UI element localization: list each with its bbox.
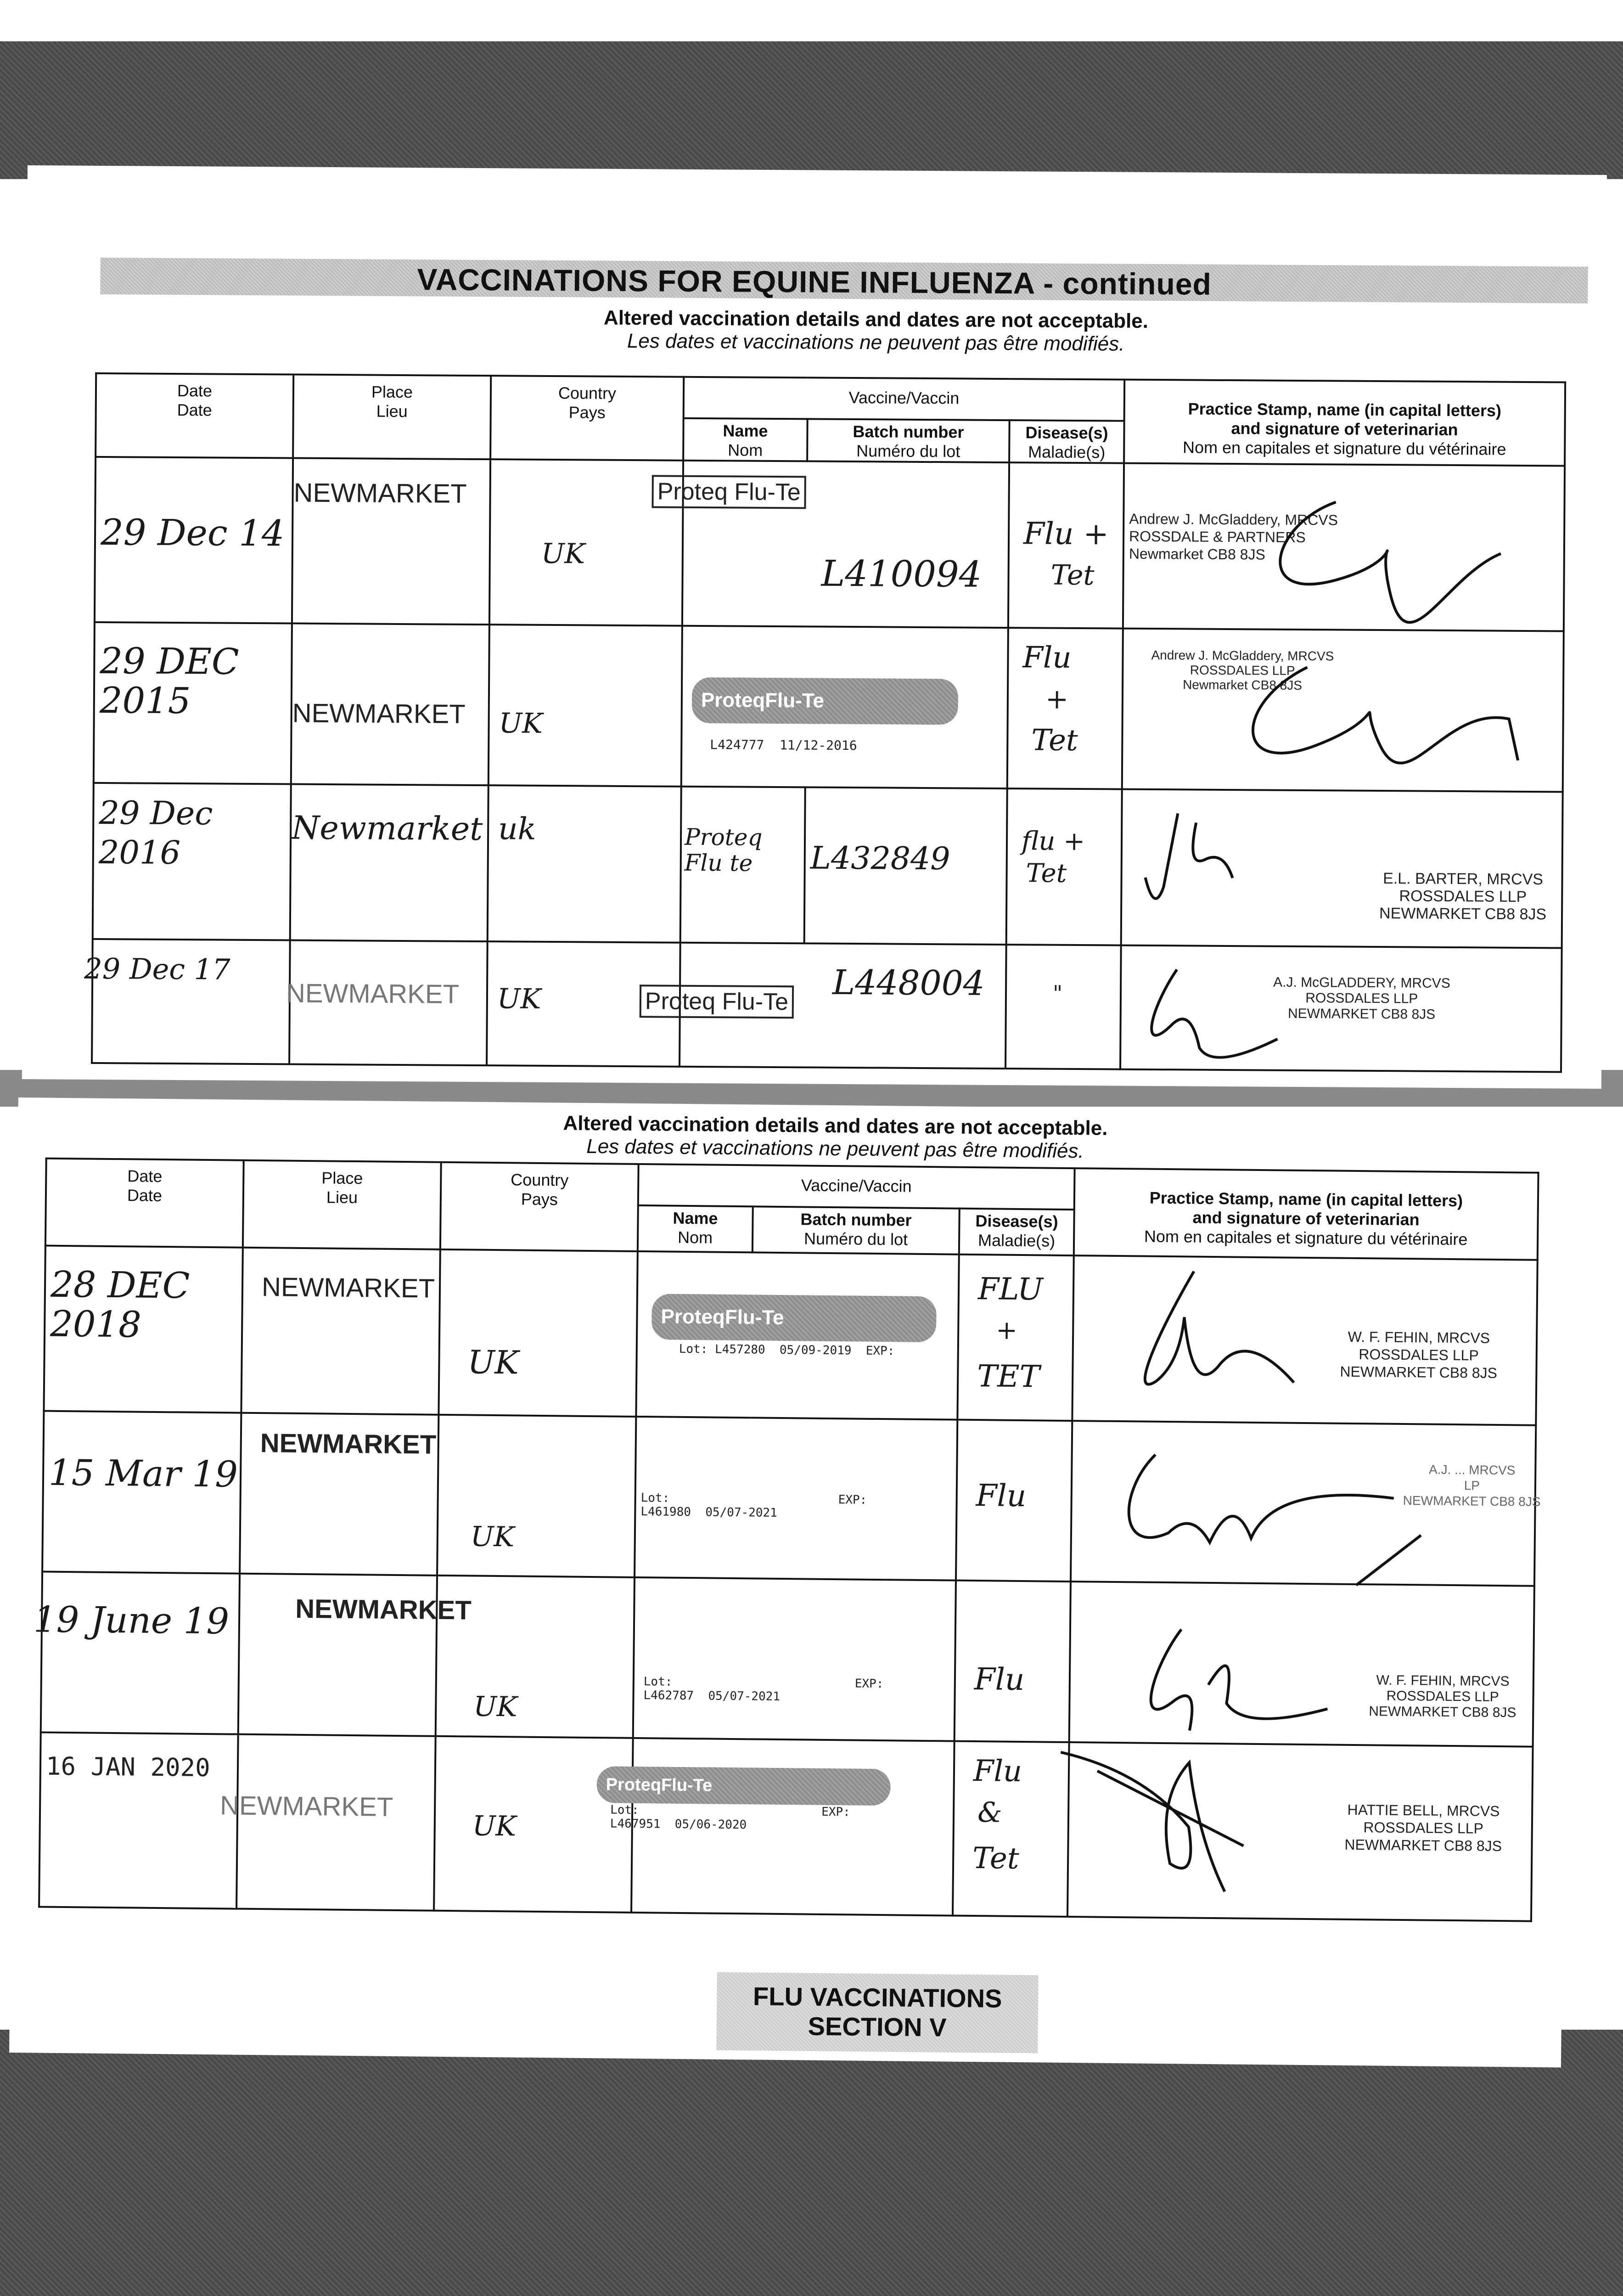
disease-value-2: Tet — [1026, 858, 1067, 889]
vet-stamp: Andrew J. McGladdery, MRCVS ROSSDALES LLP Newmarket CB8 8JS — [1151, 647, 1334, 692]
country-value: UK — [541, 537, 585, 570]
vaccine-name-stamp: Proteq Flu-Te — [651, 475, 806, 509]
warning-fr-lower: Les dates et vaccinations ne peuvent pas être modifiés. — [586, 1135, 1084, 1163]
vet-stamp: HATTIE BELL, MRCVS ROSSDALES LLP NEWMARKET CB8 8JS — [1344, 1801, 1502, 1855]
batch-value: L448004 — [832, 962, 985, 1003]
vet-stamp: W. F. FEHIN, MRCVS ROSSDALES LLP NEWMARKET CB8 8JS — [1340, 1328, 1498, 1381]
warning-en: Altered vaccination details and dates are not acceptable. — [603, 306, 1149, 332]
disease-value-3: Tet — [1031, 723, 1078, 758]
exp-label: EXP: — [838, 1493, 867, 1507]
disease-value: flu + — [1021, 826, 1085, 857]
vet-stamp: E.L. BARTER, MRCVS ROSSDALES LLP NEWMARKET CB8 8JS — [1379, 870, 1547, 923]
place-value: NEWMARKET — [260, 1428, 437, 1460]
signature — [1050, 1743, 1327, 1911]
disease-value: Flu — [1022, 641, 1072, 675]
signature — [1197, 483, 1520, 623]
header-batch: Batch number Numéro du lot — [753, 1206, 960, 1254]
country-value: UK — [499, 707, 543, 740]
header-place: Place Lieu — [293, 375, 491, 460]
date-value: 29 Dec 17 — [84, 951, 230, 986]
date-value: 19 June 19 — [33, 1599, 230, 1643]
disease-value: Flu — [974, 1661, 1025, 1698]
vet-stamp: Andrew J. McGladdery, MRCVS ROSSDALE & PARTNERS Newmarket CB8 8JS — [1129, 510, 1338, 563]
disease-value: Flu — [976, 1478, 1027, 1514]
vet-stamp: W. F. FEHIN, MRCVS ROSSDALES LLP NEWMARKET CB8 8JS — [1369, 1672, 1516, 1721]
lot-exp-line: Lot: L461980 05/07-2021 — [640, 1491, 777, 1520]
vaccine-label-sticker: ProteqFlu-Te — [651, 1294, 937, 1342]
lot-exp-line: L424777 11/12-2016 — [710, 737, 857, 754]
table-row — [41, 1572, 1534, 1747]
section-footer-label: FLU VACCINATIONS SECTION V — [716, 1972, 1039, 2054]
vaccination-table-upper — [84, 372, 1566, 1073]
lot-exp-line: Lot: L457280 05/09-2019 EXP: — [679, 1342, 895, 1358]
header-date: Date Date — [95, 373, 293, 458]
vaccine-label-sticker: ProteqFlu-Te — [692, 677, 959, 725]
batch-value: L432849 — [810, 840, 950, 878]
place-value: NEWMARKET — [261, 1272, 435, 1304]
date-value: 29 DEC 2015 — [99, 640, 239, 722]
header-country: Country Pays — [440, 1162, 639, 1251]
vet-stamp: A.J. McGLADDERY, MRCVS ROSSDALES LLP NEWMARKET CB8 8JS — [1273, 974, 1450, 1022]
vaccine-name-stamp: Proteq Flu-Te — [640, 985, 794, 1019]
disease-value: " — [1052, 980, 1063, 1006]
vaccine-name: Proteq Flu te — [684, 823, 763, 877]
place-value: NEWMARKET — [286, 978, 460, 1009]
table-row — [93, 783, 1563, 948]
signature — [1099, 1427, 1422, 1586]
place-value: NEWMARKET — [292, 698, 466, 729]
country-value: UK — [470, 1520, 515, 1553]
country-value: uk — [498, 811, 536, 847]
header-vaccine: Vaccine/Vaccin — [638, 1164, 1075, 1210]
table-row — [44, 1246, 1537, 1425]
table-row — [92, 939, 1562, 1072]
lot-exp-line: Lot: L462787 05/07-2021 — [643, 1675, 781, 1704]
disease-value-2: + — [1045, 683, 1069, 715]
date-value: 16 JAN 2020 — [45, 1751, 210, 1783]
table-row — [39, 1733, 1533, 1921]
header-name: Name Nom — [638, 1205, 753, 1252]
place-value: NEWMARKET — [295, 1593, 472, 1626]
country-value: UK — [497, 983, 541, 1015]
disease-value-2: Tet — [1050, 559, 1095, 592]
disease-value-2: + — [995, 1315, 1018, 1345]
exp-label: EXP: — [821, 1805, 850, 1819]
batch-value: L410094 — [821, 553, 982, 596]
vaccination-table-lower — [33, 1158, 1541, 1922]
disease-value: FLU — [977, 1271, 1044, 1307]
header-date: Date Date — [45, 1159, 244, 1248]
place-value: NEWMARKET — [219, 1790, 393, 1822]
warning-fr: Les dates et vaccinations ne peuvent pas être modifiés. — [627, 329, 1125, 355]
country-value: UK — [472, 1810, 517, 1843]
header-place: Place Lieu — [243, 1160, 441, 1249]
disease-value: Flu — [973, 1754, 1022, 1789]
place-value: Newmarket — [291, 809, 483, 848]
top-scan-band — [0, 41, 1623, 179]
page-title: VACCINATIONS FOR EQUINE INFLUENZA - continued — [417, 262, 1212, 301]
disease-value-3: Tet — [972, 1841, 1019, 1876]
lot-exp-line: Lot: L467951 05/06-2020 — [610, 1803, 747, 1832]
header-country: Country Pays — [490, 376, 684, 461]
header-practice: Practice Stamp, name (in capital letters) and signature of veterinarian Nom en capitales et signature du vétérinaire — [1074, 1168, 1539, 1260]
country-value: UK — [467, 1343, 519, 1382]
vet-stamp: A.J. ... MRCVS LP NEWMARKET CB8 8JS — [1403, 1462, 1541, 1509]
signature — [1169, 639, 1537, 779]
date-value: 15 Mar 19 — [48, 1452, 238, 1496]
date-value: 29 Dec 14 — [100, 512, 285, 555]
header-batch: Batch number Numéro du lot — [807, 419, 1010, 462]
header-vaccine: Vaccine/Vaccin — [684, 377, 1125, 421]
signature — [1130, 956, 1315, 1076]
bottom-scan-band — [0, 2030, 1623, 2296]
date-value: 28 DEC 2018 — [50, 1264, 190, 1346]
table-row — [42, 1411, 1536, 1586]
date-value: 29 Dec 2016 — [98, 793, 213, 872]
signature — [1136, 795, 1320, 934]
disease-value: Flu + — [1023, 516, 1109, 552]
header-practice: Practice Stamp, name (in capital letters) and signature of veterinarian Nom en capitales et signature du vétérinaire — [1124, 380, 1565, 466]
country-value: UK — [473, 1690, 518, 1723]
warning-en-lower: Altered vaccination details and dates are not acceptable. — [563, 1112, 1108, 1140]
upper-page — [22, 165, 1607, 1089]
exp-label: EXP: — [854, 1677, 884, 1691]
disease-value-3: TET — [977, 1358, 1040, 1395]
place-value: NEWMARKET — [293, 478, 467, 509]
lower-page — [9, 1097, 1570, 2067]
vaccine-label-sticker: ProteqFlu-Te — [596, 1766, 891, 1806]
table-row — [95, 457, 1565, 631]
header-name: Name Nom — [683, 418, 808, 461]
table-row — [94, 622, 1564, 792]
disease-value-2: & — [977, 1796, 1002, 1829]
header-disease: Disease(s) Maladie(s) — [1009, 420, 1124, 463]
signature — [1101, 1261, 1331, 1420]
header-disease: Disease(s) Maladie(s) — [959, 1209, 1074, 1255]
